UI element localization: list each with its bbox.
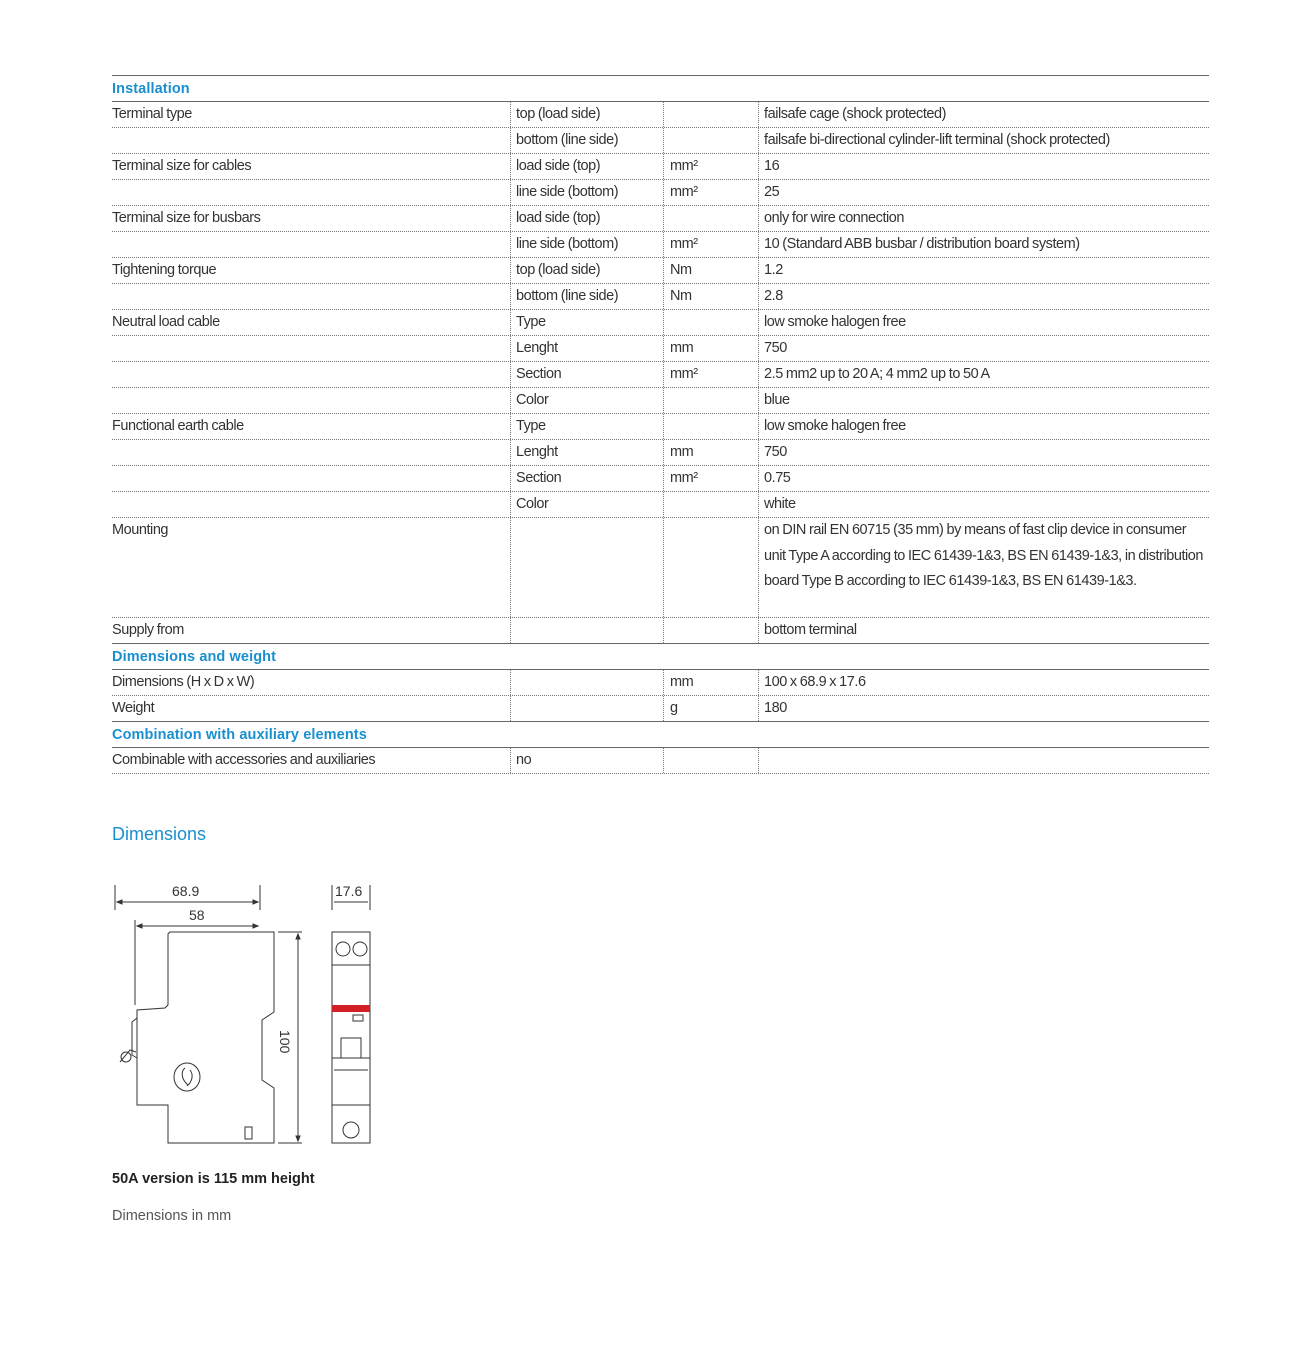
row-label: Neutral load cable	[112, 310, 511, 335]
row-label: Terminal size for cables	[112, 154, 511, 179]
row-unit	[664, 518, 759, 617]
handle-red-band	[332, 1005, 370, 1012]
height-note: 50A version is 115 mm height	[112, 1171, 315, 1187]
row-value: white	[764, 496, 796, 512]
row-sub: load side (top)	[511, 154, 664, 179]
row-value: failsafe bi-directional cylinder-lift terminal (shock protected)	[764, 132, 1110, 148]
row-value: 180	[764, 700, 787, 716]
row-unit	[664, 618, 759, 643]
table-row	[112, 102, 1209, 128]
row-value: blue	[764, 392, 790, 408]
row-label	[112, 466, 511, 491]
row-label: Combinable with accessories and auxiliaries	[112, 748, 511, 773]
row-unit: mm	[664, 336, 759, 361]
row-label: Weight	[112, 696, 511, 721]
row-sub: top (load side)	[511, 258, 664, 283]
row-unit: g	[664, 696, 759, 721]
row-value	[759, 748, 1209, 773]
row-label: Tightening torque	[112, 258, 511, 283]
table-row	[112, 492, 1209, 518]
table-row	[112, 310, 1209, 336]
row-unit: Nm	[664, 284, 759, 309]
row-label: Functional earth cable	[112, 414, 511, 439]
units-note: Dimensions in mm	[112, 1208, 232, 1224]
row-sub: load side (top)	[511, 206, 664, 231]
row-sub: line side (bottom)	[511, 180, 664, 205]
table-row	[112, 336, 1209, 362]
table-row	[112, 618, 1209, 644]
section-title: Installation	[112, 80, 190, 97]
row-unit: mm	[664, 440, 759, 465]
row-unit: mm²	[664, 154, 759, 179]
row-unit	[664, 414, 759, 439]
row-label	[112, 180, 511, 205]
row-unit: mm²	[664, 466, 759, 491]
inner-depth-label: 58	[189, 907, 205, 923]
row-unit	[664, 128, 759, 153]
table-row	[112, 388, 1209, 414]
row-label: Supply from	[112, 618, 511, 643]
section-header-installation	[112, 76, 1209, 102]
row-sub: bottom (line side)	[511, 284, 664, 309]
table-row	[112, 518, 1209, 618]
row-label: Dimensions (H x D x W)	[112, 670, 511, 695]
row-label	[112, 492, 511, 517]
row-unit: mm²	[664, 362, 759, 387]
row-value: 1.2	[764, 262, 783, 278]
row-label	[112, 232, 511, 257]
row-sub: Color	[511, 388, 664, 413]
row-value: 2.5 mm2 up to 20 A; 4 mm2 up to 50 A	[764, 366, 990, 382]
row-value: 0.75	[764, 470, 791, 486]
spec-table	[112, 75, 1209, 774]
row-value: 100 x 68.9 x 17.6	[764, 674, 866, 690]
row-sub	[511, 696, 664, 721]
row-value: only for wire connection	[764, 210, 905, 226]
row-value: 750	[764, 340, 787, 356]
section-header-dimensions-and-weight	[112, 644, 1209, 670]
row-value: 16	[764, 158, 780, 174]
row-sub: Type	[511, 414, 664, 439]
row-label	[112, 388, 511, 413]
table-row	[112, 232, 1209, 258]
row-sub: Type	[511, 310, 664, 335]
height-label: 100	[277, 1030, 293, 1054]
table-row	[112, 696, 1209, 722]
row-unit	[664, 492, 759, 517]
section-header-combination	[112, 722, 1209, 748]
row-unit: mm	[664, 670, 759, 695]
row-unit	[664, 388, 759, 413]
row-value: 2.8	[764, 288, 783, 304]
dimensions-title: Dimensions	[112, 824, 207, 844]
row-value: bottom terminal	[764, 622, 857, 638]
row-sub: Color	[511, 492, 664, 517]
table-row	[112, 258, 1209, 284]
row-value: 10 (Standard ABB busbar / distribution board system)	[764, 236, 1080, 252]
table-row	[112, 128, 1209, 154]
row-label: Mounting	[112, 518, 511, 617]
depth-label: 68.9	[172, 883, 200, 899]
row-sub: top (load side)	[511, 102, 664, 127]
table-row	[112, 206, 1209, 232]
row-label	[112, 128, 511, 153]
table-row	[112, 362, 1209, 388]
table-row	[112, 670, 1209, 696]
row-sub: bottom (line side)	[511, 128, 664, 153]
section-title: Dimensions and weight	[112, 648, 277, 665]
row-label	[112, 362, 511, 387]
table-row	[112, 180, 1209, 206]
row-value: 750	[764, 444, 787, 460]
row-value: on DIN rail EN 60715 (35 mm) by means of fast clip device in consumer unit Type A according to IEC 61439-1&3, BS EN 61439-1&3, in distribution board Type B according to IEC 61439-1&3, BS EN 61439-1&3.	[764, 522, 1204, 589]
row-sub: Lenght	[511, 440, 664, 465]
row-sub	[511, 518, 664, 617]
row-value: low smoke halogen free	[764, 314, 906, 330]
row-unit: mm²	[664, 232, 759, 257]
row-label	[112, 440, 511, 465]
table-row	[112, 154, 1209, 180]
row-value: low smoke halogen free	[764, 418, 906, 434]
row-unit: mm²	[664, 180, 759, 205]
row-unit	[664, 310, 759, 335]
row-sub	[511, 618, 664, 643]
row-unit	[664, 206, 759, 231]
row-label	[112, 284, 511, 309]
row-unit	[664, 102, 759, 127]
section-title: Combination with auxiliary elements	[112, 726, 367, 743]
row-sub: Section	[511, 362, 664, 387]
row-unit	[664, 748, 759, 773]
row-sub: no	[511, 748, 664, 773]
row-sub: Lenght	[511, 336, 664, 361]
row-value: 25	[764, 184, 780, 200]
row-label	[112, 336, 511, 361]
row-label: Terminal size for busbars	[112, 206, 511, 231]
table-row	[112, 466, 1209, 492]
row-sub	[511, 670, 664, 695]
table-row	[112, 748, 1209, 774]
row-label: Terminal type	[112, 102, 511, 127]
row-unit: Nm	[664, 258, 759, 283]
row-value: failsafe cage (shock protected)	[764, 106, 947, 122]
table-row	[112, 284, 1209, 310]
table-row	[112, 414, 1209, 440]
row-sub: line side (bottom)	[511, 232, 664, 257]
table-row	[112, 440, 1209, 466]
width-label: 17.6	[335, 883, 363, 899]
row-sub: Section	[511, 466, 664, 491]
dimension-drawing	[110, 880, 380, 1160]
